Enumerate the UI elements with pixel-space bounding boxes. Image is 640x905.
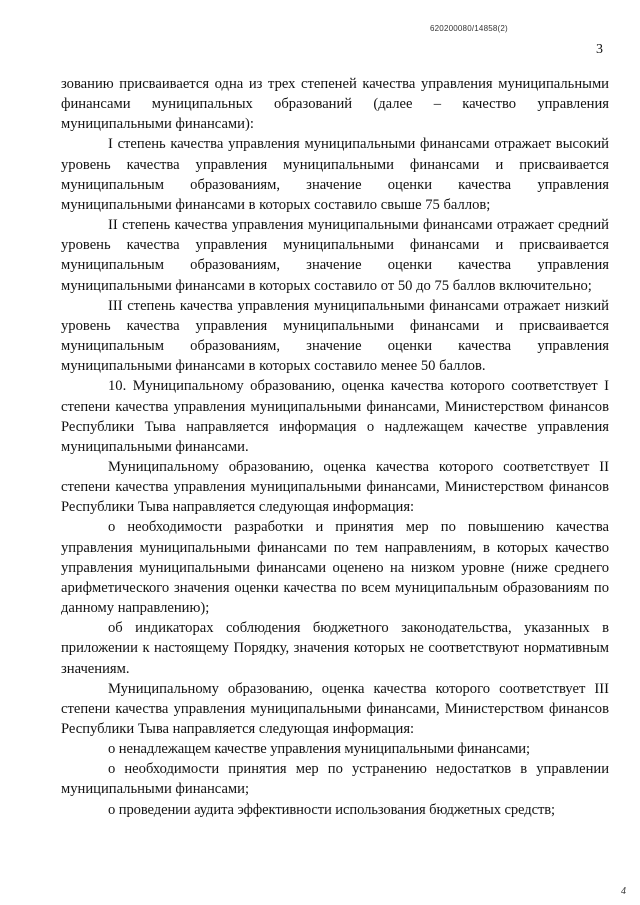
paragraph-continuation: зованию присваивается одна из трех степеней качества управления муниципальными финансами муниципальных образований (далее – качество управления муниципальными финансами): [61,76,609,133]
paragraph-eliminate-shortcomings: о необходимости принятия мер по устранению недостатков в управлении муниципальными финансами; [61,761,609,798]
paragraph-audit: о проведении аудита эффективности использования бюджетных средств; [108,801,555,818]
paragraph-improper-quality: о ненадлежащем качестве управления муниципальными финансами; [108,741,530,758]
paragraph-degree-3-info: Муниципальному образованию, оценка качества которого соответствует III степени качества управления муниципальными финансами, Министерством финансов Республики Тыва направляется следующая информация: [61,680,609,737]
paragraph-degree-1: I степень качества управления муниципальными финансами отражает высокий уровень качества управления муниципальными финансами и присваивается муниципальным образованиям, значение оценки качества управления муниципальными финансами в которых составило свыше 75 баллов; [61,136,609,213]
document-code: 620200080/14858(2) [430,24,508,33]
paragraph-degree-3: III степень качества управления муниципальными финансами отражает низкий уровень качества управления муниципальными финансами и присваивается муниципальным образованиям, значение оценки качества управления муниципальными финансами в которых составило менее 50 баллов. [61,297,609,375]
paragraph-indicators: об индикаторах соблюдения бюджетного законодательства, указанных в приложении к настоящему Порядку, значения которых не соответствуют нормативным значениям. [61,620,609,677]
paragraph-item-10: 10. Муниципальному образованию, оценка качества которого соответствует I степени качества управления муниципальными финансами, Министерством финансов Республики Тыва направляется информация о надлежащем качестве управления муниципальными финансами. [61,378,609,455]
paragraph-measures: о необходимости разработки и принятия мер по повышению качества управления муниципальными финансами по тем направлениям, в которых качество управления муниципальными финансами оценено на низком уровне (ниже среднего арифметического значения оценки качества по всем муниципальным образованиям по данному направлению); [61,519,609,617]
margin-mark: 4 [621,886,626,897]
paragraph-degree-2: II степень качества управления муниципальными финансами отражает средний уровень качества управления муниципальными финансами и присваивается муниципальным образованиям, значение оценки качества управления муниципальными финансами в которых составило от 50 до 75 баллов включительно; [61,217,609,294]
paragraph-degree-2-info: Муниципальному образованию, оценка качества которого соответствует II степени качества управления муниципальными финансами, Министерством финансов Республики Тыва направляется следующая информация: [61,458,609,516]
page-number: 3 [596,42,603,57]
document-body [61,74,609,820]
